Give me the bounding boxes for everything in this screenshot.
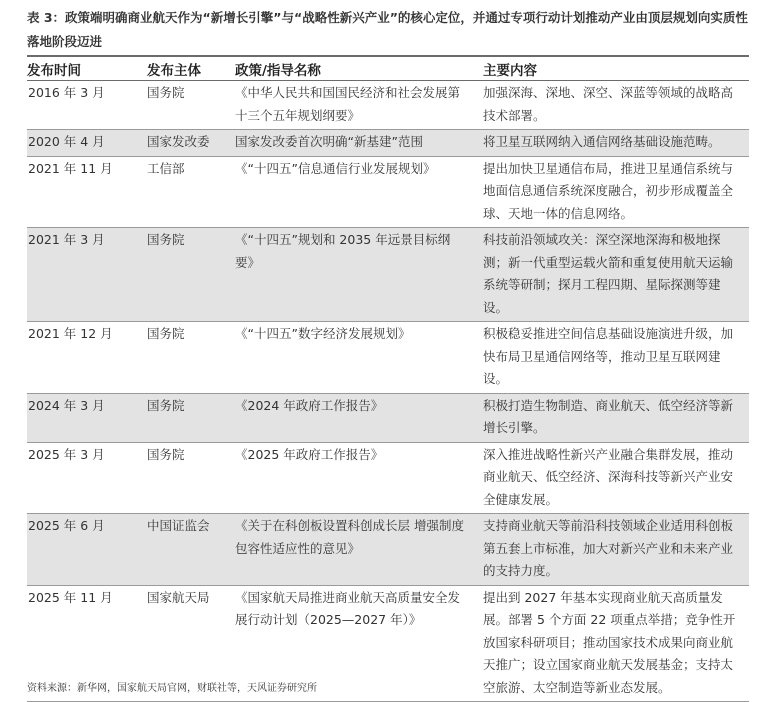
header-date: 发布时间 [27, 57, 147, 81]
table-row [27, 442, 749, 514]
row-policy: 《中华人民共和国国民经济和社会发展第十三个五年规划纲要》 [235, 85, 461, 123]
row-date: 2016 年 3 月 [28, 85, 105, 100]
row-issuer: 工信部 [147, 160, 185, 176]
row-content: 科技前沿领域攻关：深空深地深海和极地探测；新一代重型运载火箭和重复使用航天运输系统等研制；探月工程四期、星际探测等建设。 [483, 232, 734, 315]
row-date: 2025 年 11 月 [28, 589, 113, 605]
row-issuer: 国家航天局 [147, 589, 210, 605]
row-issuer: 国务院 [147, 85, 185, 100]
row-content: 提出到 2027 年基本实现商业航天高质量发展。部署 5 个方面 22 项重点举措；竞争性开放国家科研项目；推动国家技术成果向商业航天推广；设立国家商业航天发展基金；支持太空旅游、太空制造等新业态发展。 [483, 589, 736, 695]
row-content: 加强深海、深地、深空、深蓝等领域的战略高技术部署。 [483, 85, 734, 123]
row-date: 2025 年 6 月 [28, 518, 105, 533]
row-policy: 《2024 年政府工作报告》 [235, 397, 384, 413]
row-policy: 国家发改委首次明确“新基建”范围 [235, 134, 423, 149]
row-policy: 《“十四五”规划和 2035 年远景目标纲要》 [235, 232, 451, 270]
row-issuer: 国务院 [147, 446, 185, 462]
row-issuer: 国务院 [147, 397, 185, 413]
row-content: 深入推进战略性新兴产业融合集群发展，推动商业航天、低空经济、深海科技等新兴产业安全健康发展。 [483, 446, 734, 507]
row-content: 支持商业航天等前沿科技领域企业适用科创板第五套上市标准，加大对新兴产业和未来产业的支持力度。 [483, 518, 734, 578]
policy-table [27, 57, 749, 702]
table-row [27, 81, 749, 130]
row-date: 2024 年 3 月 [28, 397, 105, 413]
table-row [27, 322, 749, 394]
header-issuer: 发布主体 [147, 57, 235, 81]
row-date: 2021 年 11 月 [28, 160, 113, 176]
row-date: 2021 年 12 月 [28, 326, 113, 341]
header-row [27, 57, 749, 81]
row-policy: 《国家航天局推进商业航天高质量安全发展行动计划（2025—2027 年）》 [235, 589, 461, 627]
row-content: 积极稳妥推进空间信息基础设施演进升级，加快布局卫星通信网络等，推动卫星互联网建设。 [483, 326, 734, 386]
row-issuer: 中国证监会 [147, 518, 210, 533]
row-content: 将卫星互联网纳入通信网络基础设施范畴。 [483, 134, 721, 149]
header-content: 主要内容 [483, 57, 749, 81]
row-content: 提出加快卫星通信布局，推进卫星通信系统与地面信息通信系统深度融合，初步形成覆盖全球、天地一体的信息网络。 [483, 160, 734, 221]
row-date: 2021 年 3 月 [28, 232, 105, 247]
table-title: 表 3：政策端明确商业航天作为“新增长引擎”与“战略性新兴产业”的核心定位，并通过专项行动计划推动产业由顶层规划向实质性落地阶段迈进 [27, 10, 748, 49]
source-note: 资料来源：新华网，国家航天局官网，财联社等，天风证券研究所 [27, 683, 317, 694]
row-issuer: 国务院 [147, 232, 185, 247]
row-issuer: 国家发改委 [147, 134, 210, 149]
row-policy: 《关于在科创板设置科创成长层 增强制度包容性适应性的意见》 [235, 518, 464, 556]
table-row [27, 156, 749, 228]
header-policy: 政策/指导名称 [235, 57, 483, 81]
row-date: 2020 年 4 月 [28, 134, 105, 149]
row-policy: 《2025 年政府工作报告》 [235, 446, 384, 462]
row-content: 积极打造生物制造、商业航天、低空经济等新增长引擎。 [483, 397, 734, 435]
row-issuer: 国务院 [147, 326, 185, 341]
table-row [27, 130, 749, 157]
table-row [27, 228, 749, 322]
row-date: 2025 年 3 月 [28, 446, 105, 462]
table-row [27, 514, 749, 586]
row-policy: 《“十四五”信息通信行业发展规划》 [235, 160, 436, 176]
row-policy: 《“十四五”数字经济发展规划》 [235, 326, 411, 341]
table-row [27, 393, 749, 442]
